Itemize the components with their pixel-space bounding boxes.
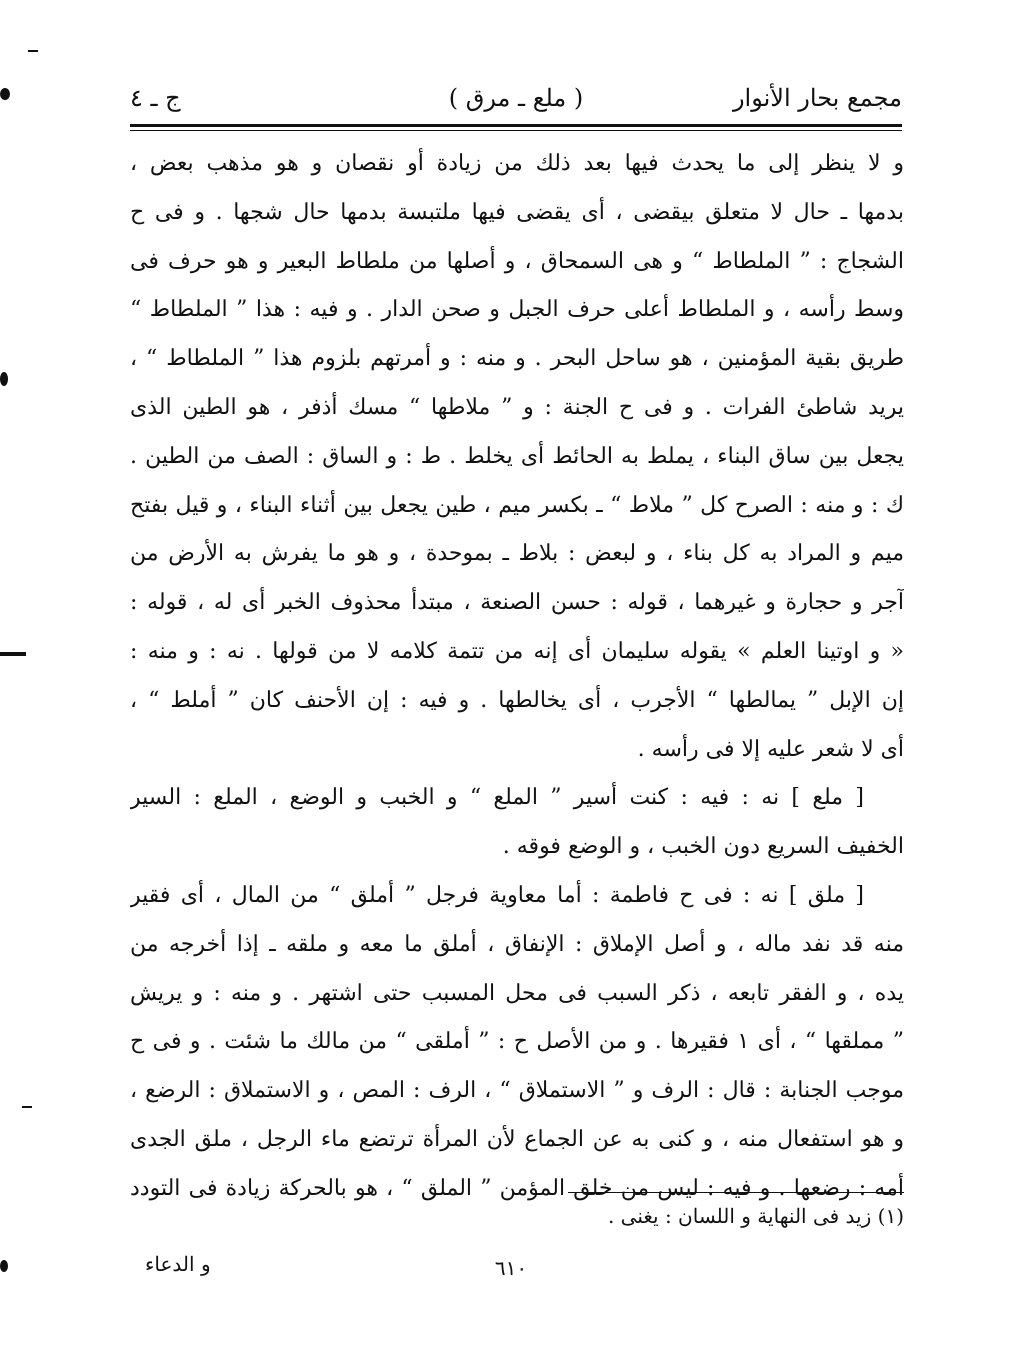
text-line: الشجاج : ” الملطاط “ و هى السمحاق ، و أصلها من ملطاط البعير و هو حرف فى: [130, 248, 904, 274]
page-number: ٦١٠: [494, 1256, 528, 1280]
scan-speck: [0, 88, 10, 100]
text-line: يريد شاطئ الفرات . و فى ح الجنة : و ” ملاطها “ مسك أذفر ، هو الطين الذى: [130, 394, 904, 420]
scan-speck: [22, 1106, 32, 1108]
page-header: [130, 78, 902, 122]
running-title: مجمع بحار الأنوار: [732, 84, 902, 112]
scan-speck: [0, 652, 26, 656]
text-line: آجر و حجارة و غيرهما ، قوله : حسن الصنعة ، مبتدأ محذوف الخبر أى له ، قوله :: [130, 590, 904, 616]
footnote-rule: [568, 1192, 904, 1193]
text-line: و لا ينظر إلى ما يحدث فيها بعد ذلك من زيادة أو نقصان و هو مذهب بعض ،: [130, 151, 904, 176]
text-line: ك : و منه : الصرح كل ” ملاط “ ـ بكسر ميم ، طين يجعل بين أثناء البناء ، و قيل بفتح: [130, 492, 904, 518]
catchword: و الدعاء: [145, 1252, 211, 1276]
text-line: « و اوتينا العلم » يقوله سليمان أى إنه من تتمة كلامه لا من قولها . نه : و منه :: [130, 638, 904, 664]
section-heading: ( ملع ـ مرق ): [448, 84, 584, 112]
scan-speck: [0, 1260, 8, 1272]
text-line: أمه : رضعها . و فيه : ليس من خلق المؤمن ” الملق “ ، هو بالحركة زيادة فى التودد: [130, 1175, 904, 1201]
text-line: أى لا شعر عليه إلا فى رأسه .: [637, 736, 904, 762]
header-rule: [130, 124, 902, 131]
text-line: إن الإبل ” يمالطها “ الأجرب ، أى يخالطها . و فيه : إن الأحنف كان ” أملط “ ،: [130, 687, 904, 713]
text-line: ” مملقها “ ، أى ١ فقيرها . و من الأصل ح : ” أملقى “ من مالك ما شئت . و فى ح: [130, 1029, 904, 1055]
text-line: و هو استفعال منه ، و كنى به عن الجماع لأن المرأة ترتضع ماء الرجل ، ملق الجدى: [130, 1126, 904, 1152]
scan-speck: [0, 372, 8, 386]
text-line: [ ملق ] نه : فى ح فاطمة : أما معاوية فرجل ” أملق “ من المال ، أى فقير: [130, 882, 864, 908]
body-text: [130, 140, 904, 1214]
text-line: بدمها ـ حال لا متعلق بيقضى ، أى يقضى فيها ملتبسة بدمها حال شجها . و فى ح: [130, 199, 904, 225]
footnote: (١) زيد فى النهاية و اللسان : يغنى .: [607, 1204, 904, 1228]
scan-speck: [28, 50, 38, 52]
text-line: يجعل بين ساق البناء ، يملط به الحائط أى يخلط . ط : و الساق : الصف من الطين .: [130, 443, 904, 469]
text-line: طريق بقية المؤمنين ، هو ساحل البحر . و منه : و أمرتهم بلزوم هذا ” الملطاط “ ،: [130, 346, 904, 372]
text-line: وسط رأسه ، و الملطاط أعلى حرف الجبل و صحن الدار . و فيه : هذا ” الملطاط “: [130, 297, 904, 323]
text-line: موجب الجنابة : قال : الرف و ” الاستملاق “ ، الرف : المص ، و الاستملاق : الرضع ،: [130, 1078, 904, 1104]
text-line: يده ، و الفقر تابعه ، ذكر السبب فى محل المسبب حتى اشتهر . و منه : و يريش: [130, 980, 904, 1006]
volume-number: ج ـ ٤: [130, 84, 181, 112]
text-line: الخفيف السريع دون الخبب ، و الوضع فوقه .: [502, 834, 904, 860]
text-line: ميم و المراد به كل بناء ، و لبعض : بلاط ـ بموحدة ، و هو ما يفرش به الأرض من: [130, 541, 904, 567]
text-line: [ ملع ] نه : فيه : كنت أسير ” الملع “ و الخبب و الوضع ، الملع : السير: [130, 785, 864, 811]
text-line: منه قد نفد ماله ، و أصل الإملاق : الإنفاق ، أملق ما معه و ملقه ـ إذا أخرجه من: [130, 931, 904, 957]
